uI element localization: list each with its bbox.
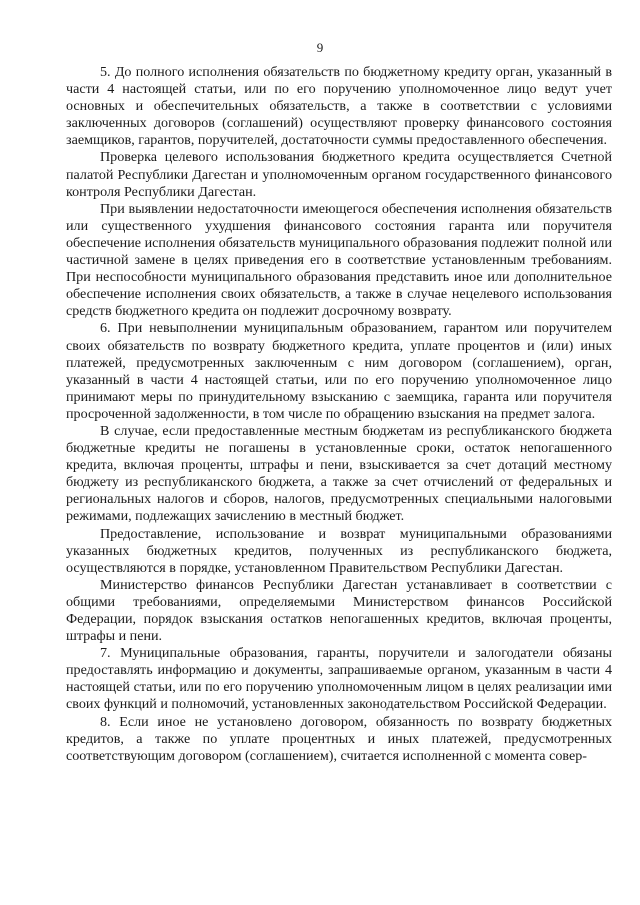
paragraph: Проверка целевого использования бюджетного кредита осуществляется Счетной палатой Республики Дагестан и уполномоченным органом государственного финансового контроля Республики Дагестан. (66, 149, 612, 200)
paragraph: Предоставление, использование и возврат муниципальными образованиями указанных бюджетных кредитов, полученных из республиканского бюджета, осуществляются в порядке, установленном Правительством Республики Дагестан. (66, 525, 612, 576)
paragraph: 7. Муниципальные образования, гаранты, поручители и залогодатели обязаны предоставлять информацию и документы, запрашиваемые органом, указанным в части 4 настоящей статьи, или по его поручению уполномоченным лицом в целях реализации ими своих функций и полномочий, установленных законодательством Российской Федерации. (66, 645, 612, 713)
page-number: 9 (316, 40, 324, 55)
paragraph: При выявлении недостаточности имеющегося обеспечения исполнения обязательств или существенного ухудшения финансового состояния гаранта или поручителя обеспечение исполнения обязательств муниципального образования подлежит полной или частичной замене в целях приведения его в соответствие установленным требованиям. При неспособности муниципального образования представить иное или дополнительное обеспечение исполнения своих обязательств, а также в случае нецелевого использования средств бюджетного кредита он подлежит досрочному возврату. (66, 200, 612, 320)
paragraph: 6. При невыполнении муниципальным образованием, гарантом или поручителем своих обязательств по возврату бюджетного кредита, уплате процентов и (или) иных платежей, предусмотренных заключенным с ним договором (соглашением), орган, указанный в части 4 настоящей статьи, или по его поручению уполномоченное лицо принимают меры по принудительному взысканию с заемщика, гаранта или поручителя просроченной задолженности, в том числе по обращению взыскания на предмет залога. (66, 320, 612, 422)
paragraph: 8. Если иное не установлено договором, обязанность по возврату бюджетных кредитов, а также по уплате процентных и иных платежей, предусмотренных соответствующим договором (соглашением), считается исполненной с момента совер- (66, 713, 612, 764)
paragraph: В случае, если предоставленные местным бюджетам из республиканского бюджета бюджетные кредиты не погашены в установленные сроки, остаток непогашенного кредита, включая проценты, штрафы и пени, взыскивается за счет дотаций местному бюджету из республиканского бюджета, а также за счет отчислений от федеральных и региональных налогов и сборов, налогов, предусмотренных специальными налоговыми режимами, подлежащих зачислению в местный бюджет. (66, 422, 612, 525)
paragraph: Министерство финансов Республики Дагестан устанавливает в соответствии с общими требованиями, определяемыми Министерством финансов Российской Федерации, порядок взыскания остатков непогашенных кредитов, включая проценты, штрафы и пени. (66, 576, 612, 645)
document-body (66, 64, 612, 765)
paragraph: 5. До полного исполнения обязательств по бюджетному кредиту орган, указанный в части 4 настоящей статьи, или по его поручению уполномоченное лицо ведут учет основных и обеспечительных обязательств, а также в соответствии с условиями заключенных договоров (соглашений) осуществляют проверку финансового состояния заемщиков, гарантов, поручителей, достаточности суммы предоставленного обеспечения. (66, 64, 612, 149)
